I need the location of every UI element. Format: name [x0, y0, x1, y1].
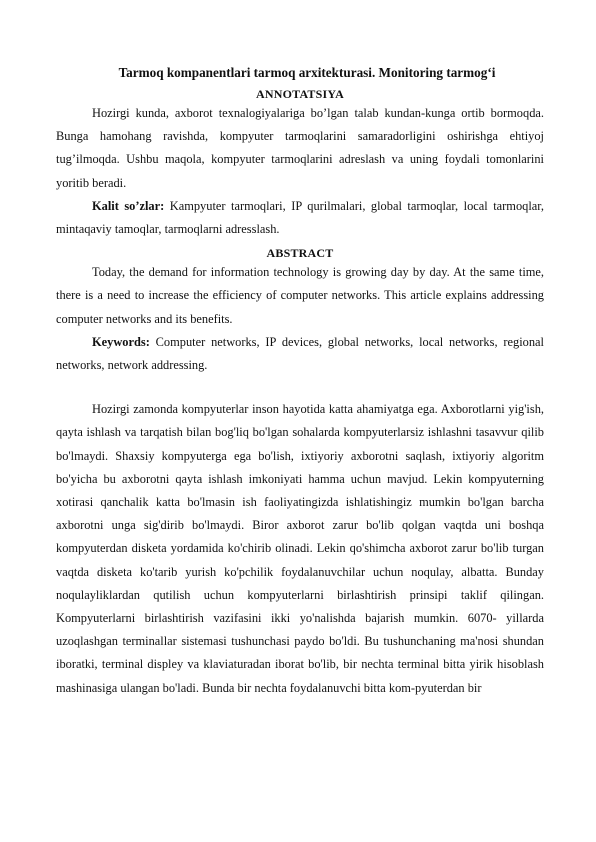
- abstract-text: Today, the demand for information technology is growing day by day. At the same time, there is a need to increase the efficiency of computer networks. This article explains addressing computer networks and its benefits.: [56, 265, 544, 326]
- abstract-keywords-text: Computer networks, IP devices, global networks, local networks, regional networks, network addressing.: [56, 334, 544, 373]
- annotation-keywords-label: Kalit so’zlar:: [92, 198, 165, 213]
- abstract-heading: ABSTRACT: [266, 246, 334, 261]
- abstract-keywords-label: Keywords:: [92, 334, 150, 349]
- document-page: [56, 64, 544, 700]
- body-paragraph: Hozirgi zamonda kompyuterlar inson hayotida katta ahamiyatga ega. Axborotlarni yig'ish, qayta ishlash va tarqatish bilan bog'liq bo'lgan sohalarda kompyuterlarsiz ishlashni tasavvur qilib bo'lmaydi. Shaxsiy kompyuterga ega bo'lish, ixtiyoriy axborotni saqlash, ixtiyoriy algoritm bo'yicha bu axborotni qayta ishlash imkoniyati hamma uchun mavjud. Lekin kompyuterning xotirasi qanchalik katta bo'lmasin ish faoliyatingizda ishlatishingiz mumkin bo'lgan barcha axborotni unga sig'dirib bo'lmaydi. Biror axborot zarur bo'lib qolgan vaqtda uni boshqa kompyuterdan disketa yordamida ko'chirib olinadi. Lekin qo'shimcha axborot zarur bo'lib turgan vaqtda disketa ko'tarib yurish ko'pchilik foydalanuvchilar uchun noqulay, albatta. Bunday noqulayliklardan qutilish uchun kompyuterlarni birlashtirish prinsipi taklif qilingan. Kompyuterlarni birlashtirish vazifasini ikki yo'nalishda bajarish mumkin. 6070- yillarda uzoqlashgan terminallar sistemasi tushunchasi paydo bo'ldi. Bu tushunchaning ma'nosi shundan iboratki, terminal displey va klaviaturadan iborat bo'lib, bir nechta terminal bitta yirik hisoblash mashinasiga ulangan bo'ladi. Bunda bir nechta foydalanuvchi bitta kom-pyuterdan bir: [56, 402, 544, 695]
- annotation-heading: ANNOTATSIYA: [256, 87, 344, 101]
- annotation-text: Hozirgi kunda, axborot texnalogiyalariga bo’lgan talab kundan-kunga ortib bormoqda. Bunga hamohang ravishda, kompyuter tarmoqlarini samaradorligini oshirishga ehtiyoj tug’ilmoqda. Ushbu maqola, kompyuter tarmoqlarini adreslash va uning foydali tomonlarini yoritib beradi.: [56, 106, 544, 190]
- abstract-keywords: [56, 331, 544, 377]
- article-title: Tarmoq kompanentlari tarmoq arxitekturasi. Monitoring tarmog‘i: [118, 65, 496, 80]
- annotation-keywords: [56, 195, 544, 241]
- section-spacer: [56, 377, 544, 398]
- annotation-keywords-text: Kampyuter tarmoqlari, IP qurilmalari, global tarmoqlar, local tarmoqlar, mintaqaviy tamoqlar, tarmoqlarni adresslash.: [56, 198, 545, 237]
